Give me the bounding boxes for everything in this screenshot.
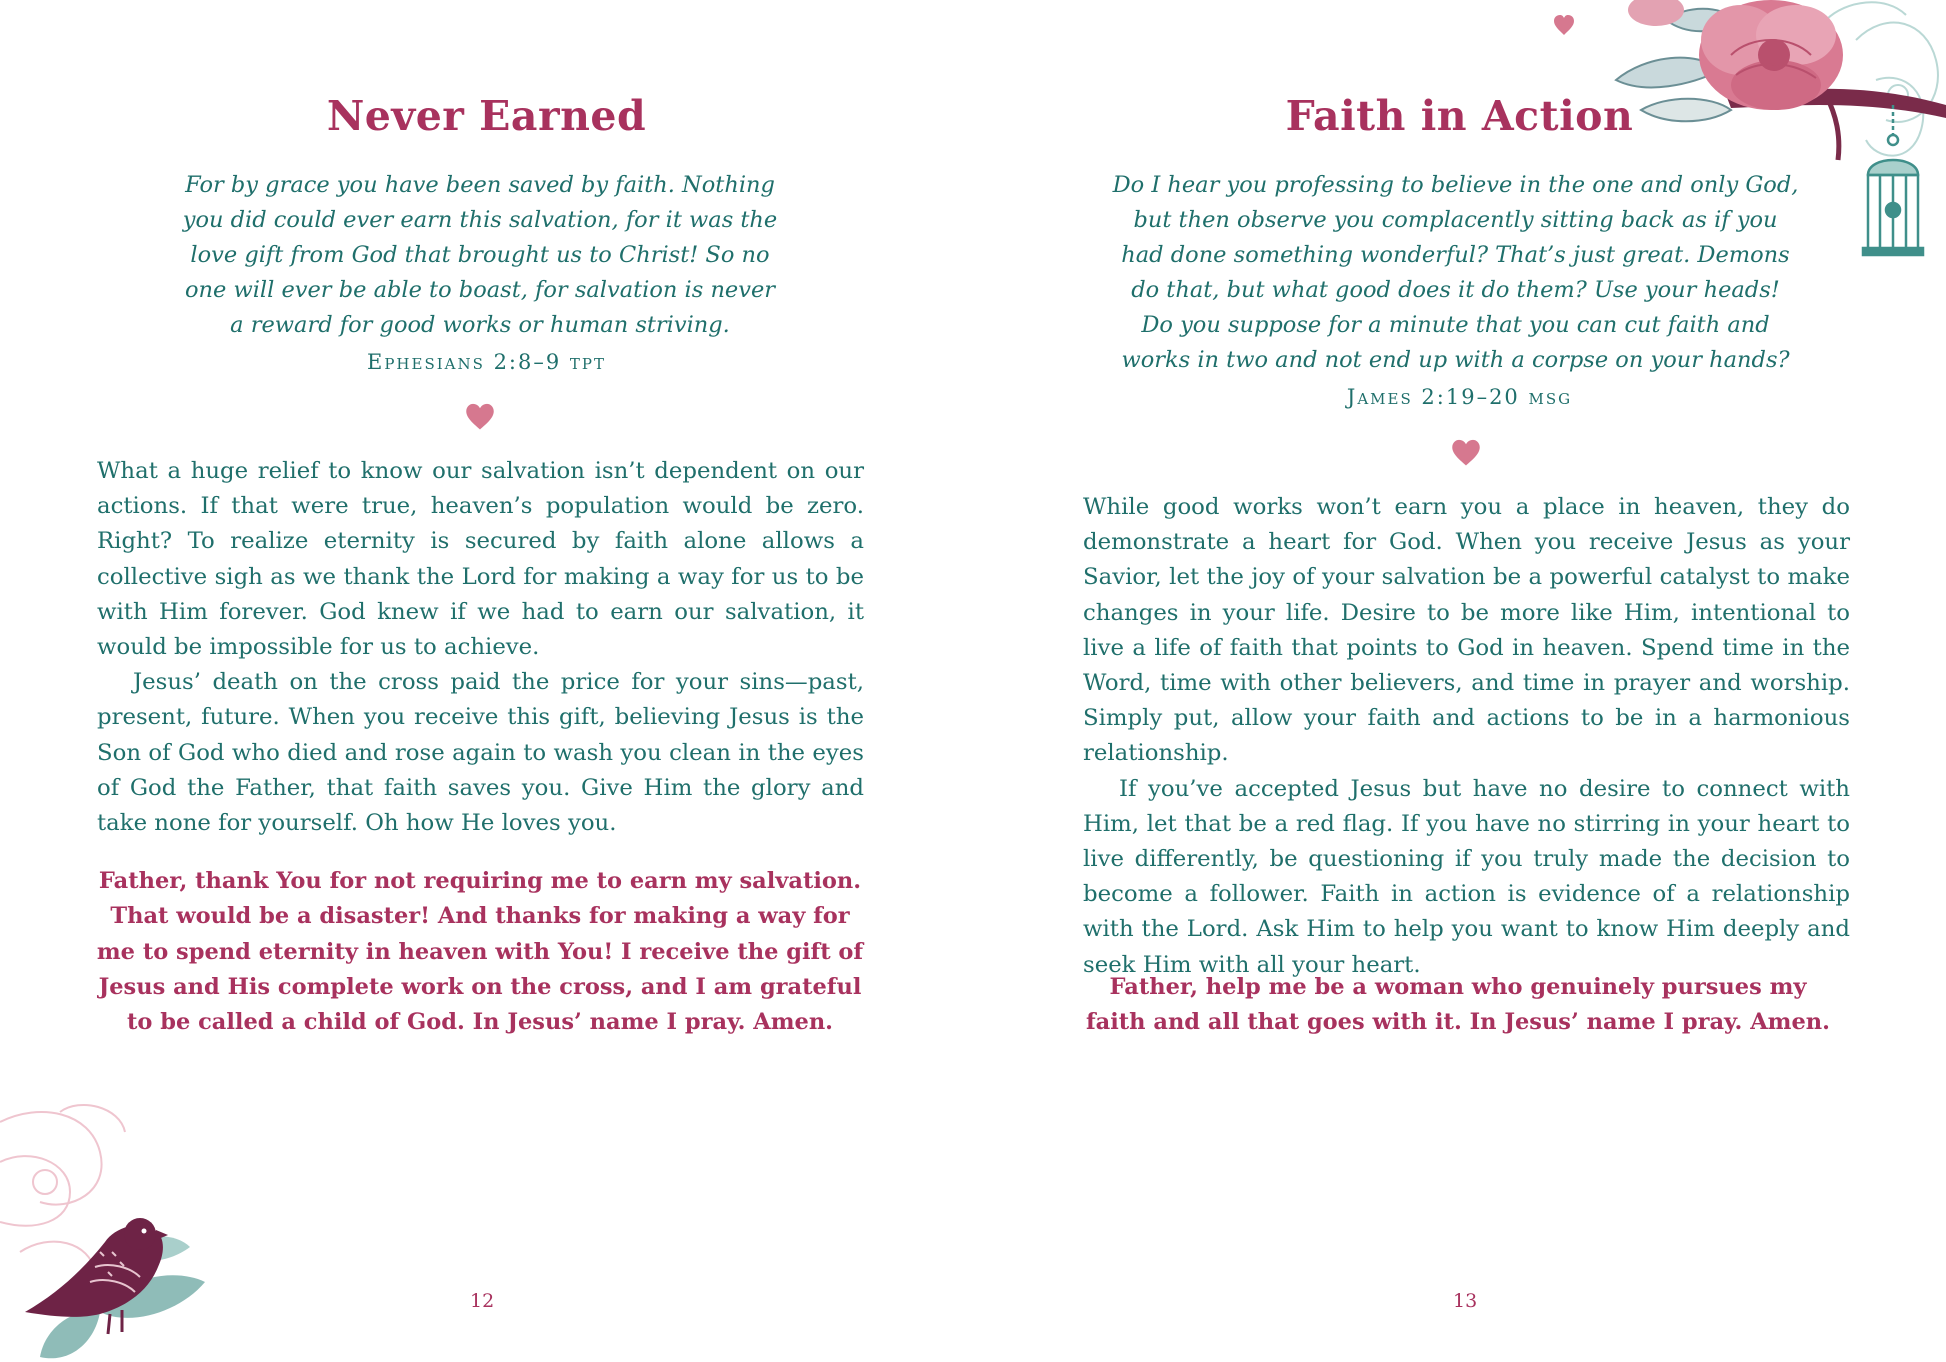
devotional-body	[1083, 490, 1850, 983]
scripture-reference: James 2:19–20 msg	[1346, 385, 1573, 409]
page-number: 12	[470, 1290, 495, 1312]
heart-icon	[1554, 15, 1574, 35]
flower-icon	[1699, 0, 1843, 110]
flower-branch-birdcage-illustration	[1526, 0, 1946, 270]
devotional-body	[97, 454, 864, 841]
page-title: Never Earned	[326, 92, 647, 140]
heart-icon	[465, 402, 495, 432]
leaf-icon	[40, 1311, 100, 1358]
scripture-verse: Do I hear you professing to believe in the one and only God, but then observe you complacently sitting back as if you had done something wonderful? That’s just great. Demons do that, but what good does it do them? Use your heads! Do you suppose for a minute that you can cut faith and works in two and not end up with a corpse on your hands?	[1112, 172, 1799, 373]
body-paragraph: While good works won’t earn you a place in heaven, they do demonstrate a heart for God. When you receive Jesus as your Savior, let the joy of your salvation be a powerful catalyst to make changes in your life. Desire to be more like Him, intentional to live a life of faith that points to God in heaven. Spend time in the Word, time with other believers, and time in prayer and worship. Simply put, allow your faith and actions to be in a harmonious relationship.	[1083, 494, 1850, 767]
heart-icon	[1451, 438, 1481, 468]
prayer-text: Father, help me be a woman who genuinely pursues my faith and all that goes with it. In Jesus’ name I pray. Amen.	[1085, 974, 1830, 1036]
bird-flower-illustration	[0, 1102, 240, 1362]
body-paragraph: If you’ve accepted Jesus but have no desire to connect with Him, let that be a red flag. If you have no stirring in your heart to live differently, be questioning if you truly made the decision to become a follower. Faith in action is evidence of a relationship with the Lord. Ask Him to help you want to know Him deeply and seek Him with all your heart.	[1083, 775, 1850, 978]
body-paragraph: What a huge relief to know our salvation isn’t dependent on our actions. If that were true, heaven’s population would be zero. Right? To realize eternity is secured by faith alone allows a collective sigh as we thank the Lord for making a way for us to be with Him forever. God knew if we had to earn our salvation, it would be impossible for us to achieve.	[97, 458, 864, 661]
page-number: 13	[1453, 1290, 1478, 1312]
scripture-verse: For by grace you have been saved by faith. Nothing you did could ever earn this salvation, for it was the love gift from God that brought us to Christ! So no one will ever be able to boast, for salvation is never a reward for good works or human striving.	[182, 172, 778, 338]
leaf-icon	[1641, 99, 1731, 122]
page-title: Faith in Action	[1285, 92, 1634, 140]
body-paragraph: Jesus’ death on the cross paid the price for your sins—past, present, future. When you receive this gift, believing Jesus is the Son of God who died and rose again to wash you clean in the eyes of God the Father, that faith saves you. Give Him the glory and take none for yourself. Oh how He loves you.	[97, 669, 864, 837]
prayer-text: Father, thank You for not requiring me to earn my salvation. That would be a disaster! And thanks for making a way for me to spend eternity in heaven with You! I receive the gift of Jesus and His complete work on the cross, and I am grateful to be called a child of God. In Jesus’ name I pray. Amen.	[96, 868, 864, 1036]
scripture-reference: Ephesians 2:8–9 tpt	[367, 350, 606, 374]
birdcage-icon	[1863, 105, 1923, 255]
